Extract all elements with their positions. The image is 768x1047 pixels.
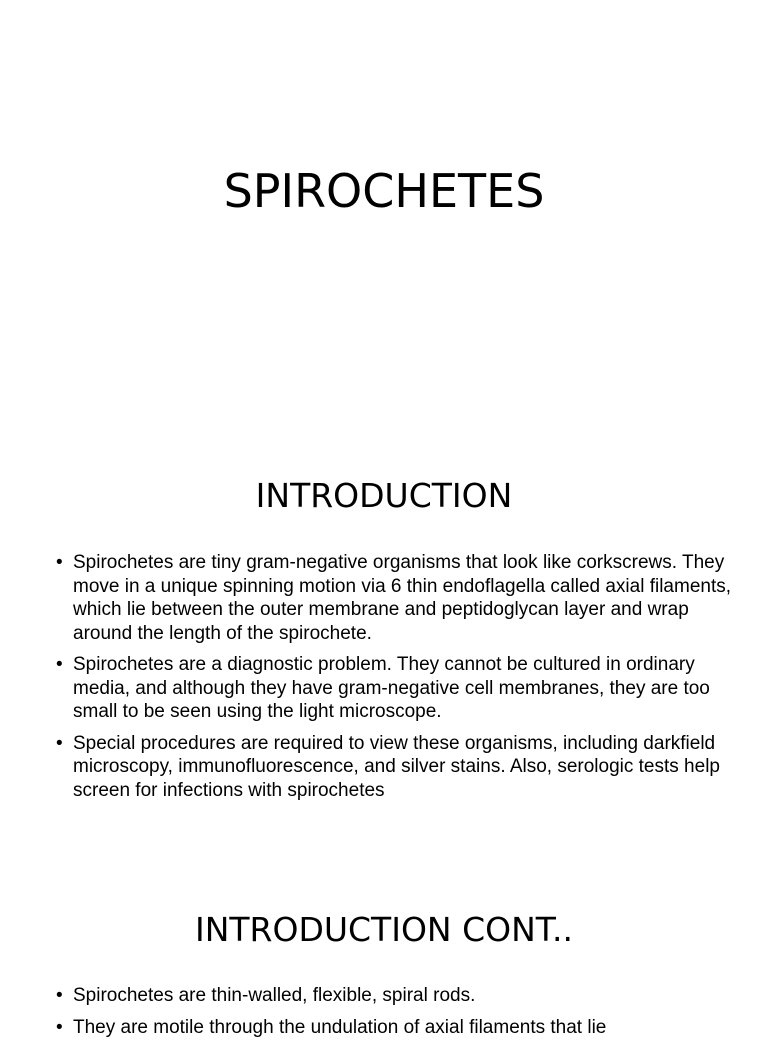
list-item [56, 1016, 746, 1040]
list-item [56, 732, 746, 803]
introduction-cont-bullet-list [56, 984, 746, 1047]
bullet-icon: • [56, 732, 63, 754]
bullet-text: Spirochetes are a diagnostic problem. They cannot be cultured in ordinary media, and although they have gram-negative cell membranes, they are too small to be seen using the light microscope. [73, 654, 710, 722]
bullet-text: Spirochetes are tiny gram-negative organisms that look like corkscrews. They move in a unique spinning motion via 6 thin endoflagella called axial filaments, which lie between the outer membrane and peptidoglycan layer and wrap around the length of the spirochete. [73, 552, 732, 644]
presentation-title: SPIROCHETES [223, 164, 545, 218]
bullet-text: They are motile through the undulation of axial filaments that lie [73, 1016, 607, 1038]
bullet-icon: • [56, 552, 63, 573]
bullet-text: Spirochetes are thin-walled, flexible, spiral rods. [73, 985, 476, 1006]
introduction-bullet-list [56, 551, 746, 810]
list-item [56, 653, 746, 724]
list-item [56, 984, 746, 1008]
bullet-icon: • [56, 985, 63, 1006]
bullet-icon: • [56, 1016, 63, 1038]
bullet-text: Special procedures are required to view these organisms, including darkfield microscopy, immunofluorescence, and silver stains. Also, serologic tests help screen for infections with spirochetes [73, 732, 720, 801]
bullet-icon: • [56, 654, 63, 675]
introduction-cont-heading: INTRODUCTION CONT.. [194, 910, 574, 949]
introduction-heading: INTRODUCTION [255, 476, 513, 515]
list-item [56, 551, 746, 645]
